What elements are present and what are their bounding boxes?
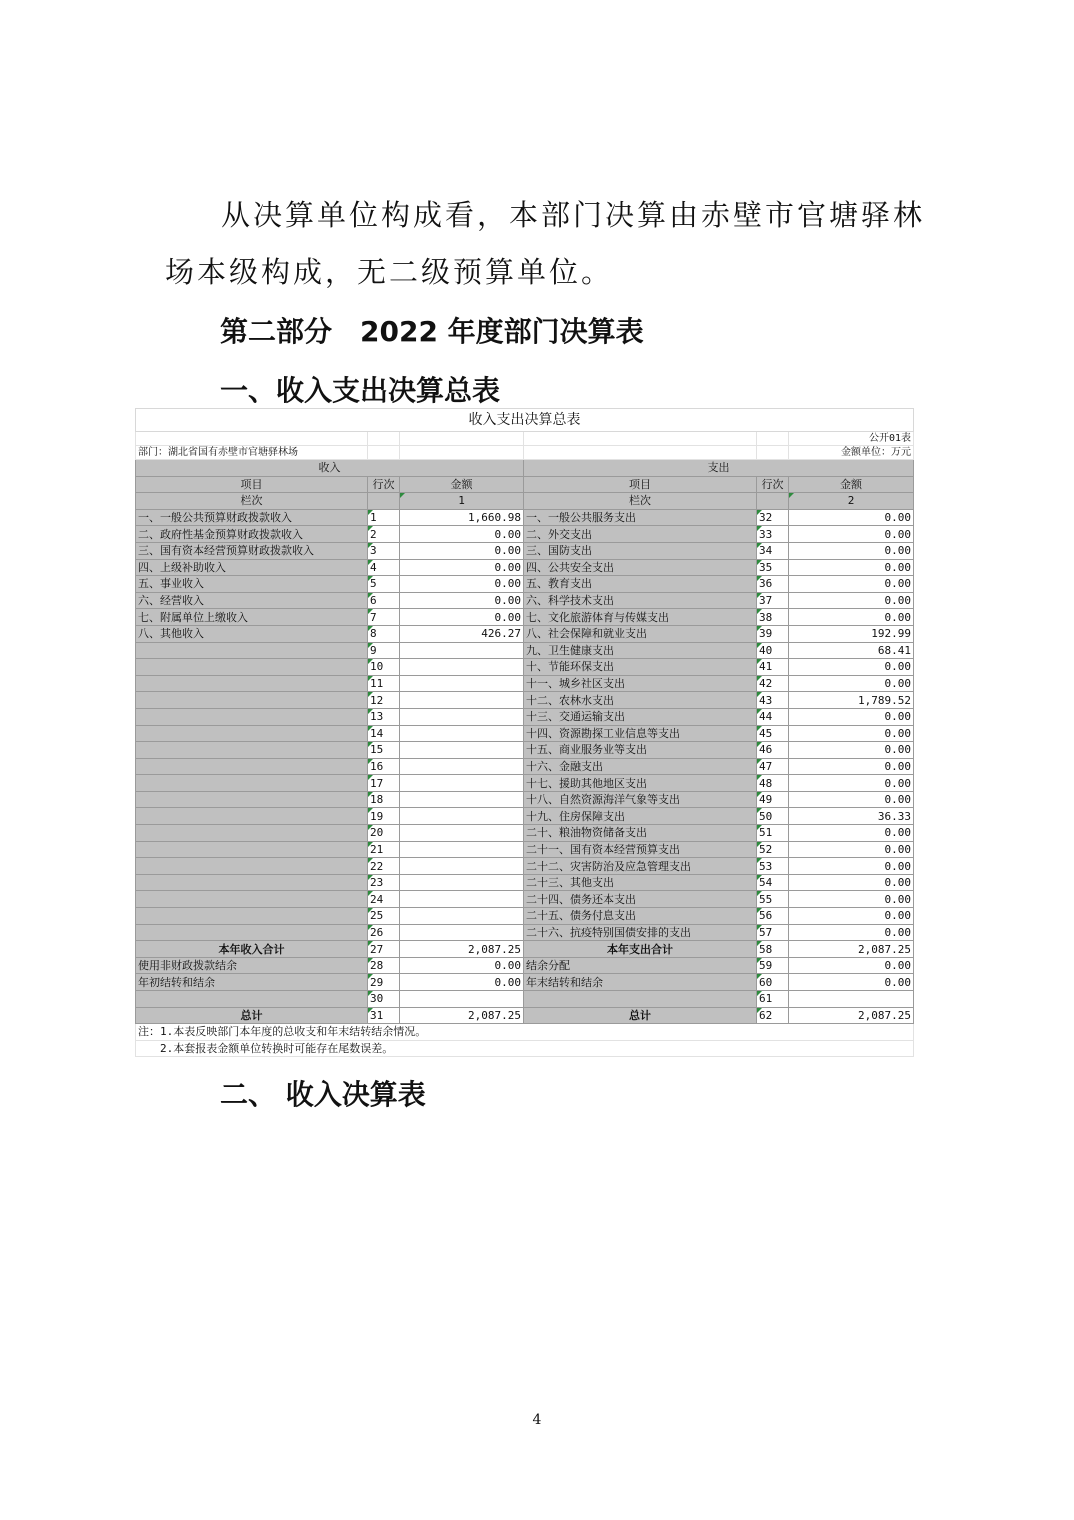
income-item: 总计 [136, 1007, 368, 1024]
income-item [136, 791, 368, 808]
income-line-no: 28 [368, 957, 400, 974]
income-amount [400, 692, 524, 709]
expense-line-no: 52 [757, 841, 789, 858]
table-row [136, 841, 914, 858]
expense-line-no: 48 [757, 775, 789, 792]
expense-amount: 192.99 [789, 625, 914, 642]
income-item: 使用非财政拨款结余 [136, 957, 368, 974]
expense-item: 二十五、债务付息支出 [524, 908, 757, 925]
intro-paragraph [165, 187, 955, 301]
expense-col-amount: 金额 [789, 476, 914, 493]
expense-amount: 0.00 [789, 791, 914, 808]
table-row [136, 659, 914, 676]
table-row [136, 991, 914, 1008]
income-line-no: 19 [368, 808, 400, 825]
expense-item: 六、科学技术支出 [524, 592, 757, 609]
income-amount: 426.27 [400, 625, 524, 642]
income-item [136, 659, 368, 676]
expense-amount: 68.41 [789, 642, 914, 659]
table-row [136, 957, 914, 974]
expense-amount: 36.33 [789, 808, 914, 825]
table-row [136, 825, 914, 842]
expense-item: 总计 [524, 1007, 757, 1024]
income-line-no: 18 [368, 791, 400, 808]
expense-amount: 1,789.52 [789, 692, 914, 709]
table-row [136, 609, 914, 626]
income-line-no: 2 [368, 526, 400, 543]
income-item: 二、政府性基金预算财政拨款收入 [136, 526, 368, 543]
expense-amount: 0.00 [789, 509, 914, 526]
income-amount [400, 991, 524, 1008]
summary-table-sheet [135, 408, 913, 1057]
table-row [136, 708, 914, 725]
expense-amount [789, 991, 914, 1008]
expense-item: 一、一般公共服务支出 [524, 509, 757, 526]
income-item: 七、附属单位上缴收入 [136, 609, 368, 626]
income-item [136, 924, 368, 941]
table-row [136, 908, 914, 925]
income-amount: 2,087.25 [400, 941, 524, 958]
table-row [136, 592, 914, 609]
income-line-no: 22 [368, 858, 400, 875]
table-row [136, 576, 914, 593]
income-header: 收入 [136, 460, 524, 477]
expense-item: 二十三、其他支出 [524, 874, 757, 891]
income-line-no: 20 [368, 825, 400, 842]
expense-line-no: 42 [757, 675, 789, 692]
expense-line-no: 47 [757, 758, 789, 775]
income-amount: 0.00 [400, 526, 524, 543]
income-line-no: 29 [368, 974, 400, 991]
income-amount [400, 841, 524, 858]
income-item: 五、事业收入 [136, 576, 368, 593]
expense-amount: 0.00 [789, 542, 914, 559]
income-item: 一、一般公共预算财政拨款收入 [136, 509, 368, 526]
expense-item: 二十二、灾害防治及应急管理支出 [524, 858, 757, 875]
income-line-no: 7 [368, 609, 400, 626]
expense-index-label: 栏次 [524, 493, 757, 510]
expense-line-no: 41 [757, 659, 789, 676]
expense-amount: 0.00 [789, 559, 914, 576]
income-amount: 0.00 [400, 957, 524, 974]
expense-item: 九、卫生健康支出 [524, 642, 757, 659]
income-amount [400, 742, 524, 759]
table-row [136, 858, 914, 875]
table-row [136, 542, 914, 559]
expense-col-item: 项目 [524, 476, 757, 493]
income-amount [400, 908, 524, 925]
expense-amount: 0.00 [789, 576, 914, 593]
income-item: 八、其他收入 [136, 625, 368, 642]
income-line-no: 14 [368, 725, 400, 742]
income-item [136, 775, 368, 792]
expense-amount: 0.00 [789, 775, 914, 792]
income-line-no: 23 [368, 874, 400, 891]
table-row [136, 891, 914, 908]
income-item: 本年收入合计 [136, 941, 368, 958]
income-item [136, 908, 368, 925]
unit-label: 金额单位：万元 [789, 446, 914, 460]
expense-line-no: 58 [757, 941, 789, 958]
expense-item: 年末结转和结余 [524, 974, 757, 991]
income-line-no: 25 [368, 908, 400, 925]
expense-line-no: 34 [757, 542, 789, 559]
income-line-no: 12 [368, 692, 400, 709]
expense-amount: 0.00 [789, 974, 914, 991]
income-amount: 0.00 [400, 576, 524, 593]
table-row [136, 775, 914, 792]
section1-heading: 一、收入支出决算总表 [220, 374, 501, 407]
expense-amount: 0.00 [789, 957, 914, 974]
income-item [136, 991, 368, 1008]
income-line-no: 24 [368, 891, 400, 908]
expense-line-no: 50 [757, 808, 789, 825]
expense-item: 十六、金融支出 [524, 758, 757, 775]
section2-heading: 二、 收入决算表 [220, 1078, 426, 1111]
expense-item: 结余分配 [524, 957, 757, 974]
income-item [136, 642, 368, 659]
expense-line-no: 39 [757, 625, 789, 642]
table-title: 收入支出决算总表 [136, 409, 914, 432]
income-line-no: 15 [368, 742, 400, 759]
table-row [136, 808, 914, 825]
income-amount [400, 642, 524, 659]
expense-line-no: 49 [757, 791, 789, 808]
income-item [136, 825, 368, 842]
income-amount [400, 758, 524, 775]
income-amount [400, 891, 524, 908]
income-item [136, 891, 368, 908]
income-line-no: 17 [368, 775, 400, 792]
expense-line-no: 33 [757, 526, 789, 543]
income-item [136, 708, 368, 725]
income-item [136, 841, 368, 858]
income-col-item: 项目 [136, 476, 368, 493]
expense-item [524, 991, 757, 1008]
expense-line-no: 57 [757, 924, 789, 941]
table-row [136, 559, 914, 576]
expense-amount: 0.00 [789, 825, 914, 842]
table-row [136, 941, 914, 958]
expense-amount: 2,087.25 [789, 1007, 914, 1024]
income-col-amount: 金额 [400, 476, 524, 493]
income-line-no: 3 [368, 542, 400, 559]
income-amount: 0.00 [400, 609, 524, 626]
expense-item: 十五、商业服务业等支出 [524, 742, 757, 759]
income-line-no: 6 [368, 592, 400, 609]
expense-line-no: 35 [757, 559, 789, 576]
table-row [136, 675, 914, 692]
table-row [136, 974, 914, 991]
expense-line-no: 45 [757, 725, 789, 742]
table-row [136, 625, 914, 642]
expense-amount: 0.00 [789, 592, 914, 609]
expense-item: 本年支出合计 [524, 941, 757, 958]
table-row [136, 642, 914, 659]
income-item [136, 725, 368, 742]
income-line-no: 21 [368, 841, 400, 858]
expense-amount: 0.00 [789, 526, 914, 543]
income-item: 四、上级补助收入 [136, 559, 368, 576]
expense-line-no: 62 [757, 1007, 789, 1024]
expense-line-no: 56 [757, 908, 789, 925]
expense-item: 二十六、抗疫特别国债安排的支出 [524, 924, 757, 941]
income-item [136, 874, 368, 891]
income-item [136, 758, 368, 775]
income-amount [400, 708, 524, 725]
expense-col-line: 行次 [757, 476, 789, 493]
income-item [136, 675, 368, 692]
expense-line-no: 51 [757, 825, 789, 842]
income-amount [400, 924, 524, 941]
expense-line-no: 37 [757, 592, 789, 609]
expense-item: 十四、资源勘探工业信息等支出 [524, 725, 757, 742]
expense-line-no: 38 [757, 609, 789, 626]
expense-amount: 0.00 [789, 841, 914, 858]
expense-line-no: 32 [757, 509, 789, 526]
table-row [136, 758, 914, 775]
table-row [136, 874, 914, 891]
income-amount [400, 808, 524, 825]
intro-paragraph-text: 从决算单位构成看，本部门决算由赤壁市官塘驿林场本级构成，无二级预算单位。 [165, 198, 926, 289]
table-row [136, 742, 914, 759]
income-amount [400, 775, 524, 792]
income-item [136, 858, 368, 875]
income-amount: 0.00 [400, 974, 524, 991]
income-line-no: 11 [368, 675, 400, 692]
income-item [136, 742, 368, 759]
expense-amount: 0.00 [789, 659, 914, 676]
income-line-no: 26 [368, 924, 400, 941]
expense-amount: 0.00 [789, 725, 914, 742]
expense-item: 二十一、国有资本经营预算支出 [524, 841, 757, 858]
expense-amount: 0.00 [789, 609, 914, 626]
expense-item: 十七、援助其他地区支出 [524, 775, 757, 792]
income-amount [400, 791, 524, 808]
expense-item: 二十、粮油物资储备支出 [524, 825, 757, 842]
table-note1: 注：1.本表反映部门本年度的总收支和年末结转结余情况。 [136, 1024, 914, 1041]
expense-item: 四、公共安全支出 [524, 559, 757, 576]
expense-amount: 0.00 [789, 874, 914, 891]
expense-line-no: 59 [757, 957, 789, 974]
income-amount: 0.00 [400, 592, 524, 609]
table-row [136, 1007, 914, 1024]
income-index-label: 栏次 [136, 493, 368, 510]
expense-item: 二十四、债务还本支出 [524, 891, 757, 908]
income-item: 六、经营收入 [136, 592, 368, 609]
expense-amount: 0.00 [789, 908, 914, 925]
income-item [136, 808, 368, 825]
expense-item: 八、社会保障和就业支出 [524, 625, 757, 642]
income-amount: 1,660.98 [400, 509, 524, 526]
income-line-no: 16 [368, 758, 400, 775]
expense-amount: 0.00 [789, 708, 914, 725]
expense-line-no: 53 [757, 858, 789, 875]
income-amount [400, 874, 524, 891]
income-amount [400, 659, 524, 676]
income-col-index: 1 [400, 493, 524, 510]
expense-item: 十三、交通运输支出 [524, 708, 757, 725]
income-line-no: 31 [368, 1007, 400, 1024]
income-line-no: 30 [368, 991, 400, 1008]
income-line-no: 1 [368, 509, 400, 526]
table-row [136, 509, 914, 526]
income-line-no: 8 [368, 625, 400, 642]
expense-line-no: 44 [757, 708, 789, 725]
expense-item: 三、国防支出 [524, 542, 757, 559]
expense-line-no: 55 [757, 891, 789, 908]
income-amount [400, 858, 524, 875]
expense-line-no: 60 [757, 974, 789, 991]
income-col-line: 行次 [368, 476, 400, 493]
expense-amount: 0.00 [789, 924, 914, 941]
form-code: 公开01表 [789, 432, 914, 446]
expense-amount: 2,087.25 [789, 941, 914, 958]
expense-amount: 0.00 [789, 858, 914, 875]
expense-amount: 0.00 [789, 891, 914, 908]
income-line-no: 4 [368, 559, 400, 576]
income-amount: 0.00 [400, 559, 524, 576]
income-amount: 0.00 [400, 542, 524, 559]
expense-col-index: 2 [789, 493, 914, 510]
income-item: 年初结转和结余 [136, 974, 368, 991]
expense-item: 十一、城乡社区支出 [524, 675, 757, 692]
expense-line-no: 54 [757, 874, 789, 891]
expense-line-no: 40 [757, 642, 789, 659]
page-number: 4 [532, 1412, 542, 1428]
table-row [136, 725, 914, 742]
expense-item: 十、节能环保支出 [524, 659, 757, 676]
income-line-no: 10 [368, 659, 400, 676]
expense-item: 七、文化旅游体育与传媒支出 [524, 609, 757, 626]
income-amount [400, 725, 524, 742]
table-row [136, 791, 914, 808]
expense-amount: 0.00 [789, 742, 914, 759]
income-line-no: 9 [368, 642, 400, 659]
department-label: 部门：湖北省国有赤壁市官塘驿林场 [136, 446, 368, 460]
expense-line-no: 46 [757, 742, 789, 759]
expense-header: 支出 [524, 460, 914, 477]
income-amount [400, 825, 524, 842]
summary-table [135, 408, 914, 1057]
income-line-no: 5 [368, 576, 400, 593]
income-item [136, 692, 368, 709]
table-row [136, 526, 914, 543]
expense-line-no: 61 [757, 991, 789, 1008]
part-heading: 第二部分 2022 年度部门决算表 [220, 315, 644, 348]
expense-item: 十八、自然资源海洋气象等支出 [524, 791, 757, 808]
expense-line-no: 43 [757, 692, 789, 709]
income-amount [400, 675, 524, 692]
expense-item: 十九、住房保障支出 [524, 808, 757, 825]
income-item: 三、国有资本经营预算财政拨款收入 [136, 542, 368, 559]
table-row [136, 924, 914, 941]
table-note2: 2.本套报表金额单位转换时可能存在尾数误差。 [136, 1040, 914, 1057]
income-line-no: 13 [368, 708, 400, 725]
expense-item: 十二、农林水支出 [524, 692, 757, 709]
expense-item: 二、外交支出 [524, 526, 757, 543]
table-row [136, 692, 914, 709]
income-amount: 2,087.25 [400, 1007, 524, 1024]
expense-item: 五、教育支出 [524, 576, 757, 593]
expense-line-no: 36 [757, 576, 789, 593]
income-line-no: 27 [368, 941, 400, 958]
expense-amount: 0.00 [789, 758, 914, 775]
expense-amount: 0.00 [789, 675, 914, 692]
